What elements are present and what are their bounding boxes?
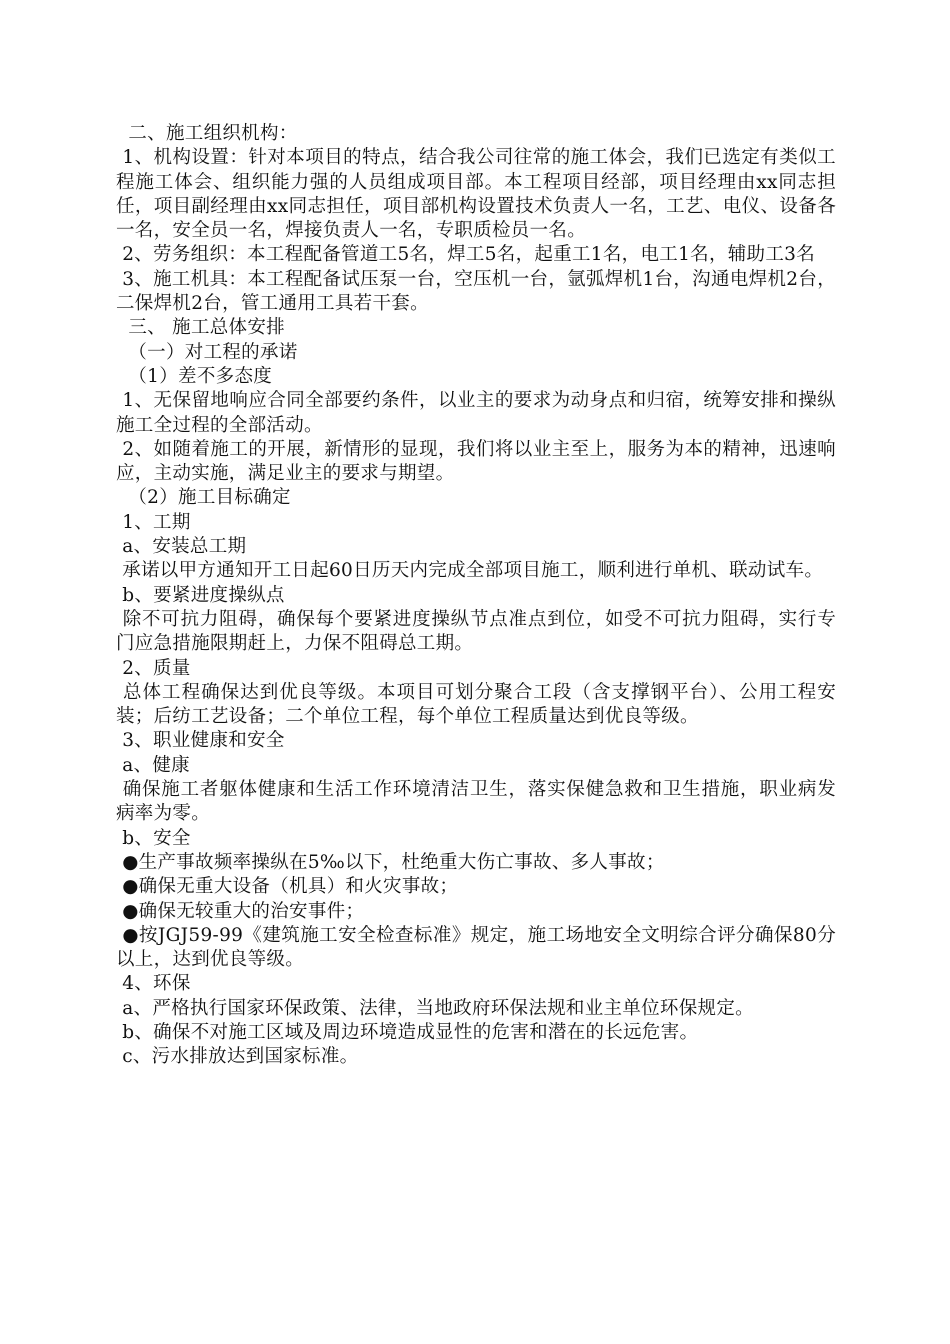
paragraph-env-policy: a、严格执行国家环保政策、法律，当地政府环保法规和业主单位环保规定。 [116, 997, 754, 1019]
paragraph-attitude-2: 2、如随着施工的开展，新情形的显现，我们将以业主至上，服务为本的精神，迅速响应，主动实施，满足业主的要求与期望。 [116, 438, 836, 485]
paragraph-env-wastewater: c、污水排放达到国家标准。 [116, 1046, 359, 1068]
paragraph-quality: 总体工程确保达到优良等级。本项目可划分聚合工段（含支撑钢平台）、公用工程安装；后纺工艺设备；二个单位工程，每个单位工程质量达到优良等级。 [116, 681, 837, 728]
item-key-milestones: b、要紧进度操纵点 [116, 584, 285, 606]
paragraph-labor-organization: 2、劳务组织：本工程配备管道工5名，焊工5名，起重工1名，电工1名，辅助工3名 [116, 244, 816, 266]
item-safety: b、安全 [116, 827, 191, 849]
section-heading-organization: 二、施工组织机构： [116, 123, 298, 144]
bullet-safety-standard: ●按JGJ59-99《建筑施工安全检查标准》规定，施工场地安全文明综合评分确保80分以上，达到优良等级。 [116, 924, 837, 971]
paragraph-attitude-1: 1、无保留地响应合同全部要约条件，以业主的要求为动身点和归宿，统筹安排和操纵施工全过程的全部活动。 [116, 390, 836, 436]
item-schedule: 1、工期 [116, 511, 191, 533]
paragraph-construction-equipment: 3、施工机具：本工程配备试压泵一台，空压机一台，氩弧焊机1台，沟通电焊机2台，二保焊机2台，管工通用工具若干套。 [116, 268, 836, 315]
bullet-accident-rate: ●生产事故频率操纵在5‰以下，杜绝重大伤亡事故、多人事故； [116, 851, 665, 873]
paragraph-env-harm: b、确保不对施工区域及周边环境造成显性的危害和潜在的长远危害。 [116, 1021, 699, 1043]
subheading-goals: （2）施工目标确定 [116, 487, 291, 509]
item-health: a、健康 [116, 754, 190, 776]
bullet-public-security: ●确保无较重大的治安事件； [116, 900, 365, 922]
section-heading-overall-arrangement: 三、 施工总体安排 [116, 317, 285, 339]
item-environment: 4、环保 [116, 973, 191, 995]
item-quality: 2、质量 [116, 657, 191, 679]
subheading-commitment: （一）对工程的承诺 [116, 341, 298, 363]
paragraph-duration-commitment: 承诺以甲方通知开工日起60日历天内完成全部项目施工，顺利进行单机、联动试车。 [116, 560, 824, 582]
document-body [116, 122, 836, 1070]
subheading-attitude: （1）差不多态度 [116, 365, 273, 387]
item-total-duration: a、安装总工期 [116, 536, 247, 558]
paragraph-organization-setup: 1、机构设置：针对本项目的特点，结合我公司往常的施工体会，我们已选定有类似工程施工体会、组织能力强的人员组成项目部。本工程项目经部，项目经理由xx同志担任，项目副经理由xx同志担任，项目部机构设置技术负责人一名，工艺、电仪、设备各一名，安全员一名，焊接负责人一名，专职质检员一名。 [116, 147, 836, 242]
bullet-equipment-fire: ●确保无重大设备（机具）和火灾事故； [116, 876, 459, 898]
item-health-safety: 3、职业健康和安全 [116, 730, 285, 752]
paragraph-health: 确保施工者躯体健康和生活工作环境清洁卫生，落实保健急救和卫生措施，职业病发病率为零。 [116, 779, 837, 825]
paragraph-milestones: 除不可抗力阻碍，确保每个要紧进度操纵节点准点到位，如受不可抗力阻碍，实行专门应急措施限期赶上，力保不阻碍总工期。 [116, 608, 837, 655]
